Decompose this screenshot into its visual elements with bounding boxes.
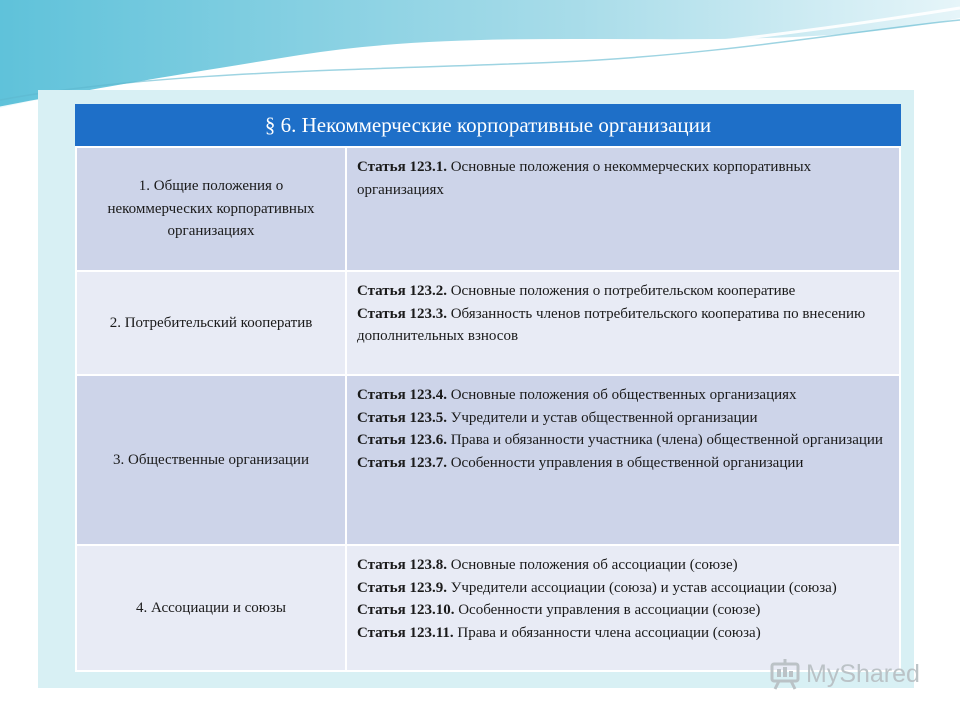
table-row xyxy=(76,545,900,671)
articles-cell xyxy=(346,545,900,671)
articles-cell xyxy=(346,375,900,545)
articles-cell xyxy=(346,271,900,375)
article-line xyxy=(357,303,889,348)
article-line xyxy=(357,429,889,452)
article-line xyxy=(357,452,889,475)
article-line xyxy=(357,384,889,407)
article-number: Статья 123.6. xyxy=(357,432,447,448)
article-line xyxy=(357,156,889,201)
article-title: Права и обязанности участника (члена) общественной организации xyxy=(446,432,883,448)
article-number: Статья 123.2. xyxy=(357,283,447,299)
article-title: Особенности управления в ассоциации (союзе) xyxy=(454,602,761,618)
table-row xyxy=(76,147,900,271)
article-line xyxy=(357,577,889,600)
presentation-board-icon xyxy=(768,657,802,691)
article-number: Статья 123.3. xyxy=(357,305,447,322)
article-title: Учредители ассоциации (союза) и устав ассоциации (союза) xyxy=(446,579,837,596)
article-title: Учредители и устав общественной организации xyxy=(446,409,758,426)
article-number: Статья 123.4. xyxy=(357,387,447,403)
article-title: Основные положения об ассоциации (союзе) xyxy=(446,557,738,573)
article-line xyxy=(357,554,889,577)
article-title: Основные положения о потребительском кооперативе xyxy=(446,283,796,299)
article-number: Статья 123.9. xyxy=(357,579,447,596)
article-line xyxy=(357,599,889,622)
articles-table xyxy=(75,146,901,672)
section-cell: 4. Ассоциации и союзы xyxy=(76,545,346,671)
article-line xyxy=(357,280,889,303)
section-cell: 3. Общественные организации xyxy=(76,375,346,545)
article-title: Основные положения об общественных организациях xyxy=(446,387,797,403)
article-title: Основные положения о некоммерческих корпоративных организациях xyxy=(357,159,812,198)
article-title: Обязанность членов потребительского кооператива по внесению дополнительных взносов xyxy=(357,305,866,344)
watermark xyxy=(768,656,928,692)
article-line xyxy=(357,407,889,430)
article-line xyxy=(357,622,889,645)
article-number: Статья 123.5. xyxy=(357,409,447,426)
articles-cell xyxy=(346,147,900,271)
article-title: Права и обязанности члена ассоциации (союза) xyxy=(453,624,761,641)
article-number: Статья 123.8. xyxy=(357,557,447,573)
table-row xyxy=(76,271,900,375)
section-cell: 1. Общие положения о некоммерческих корпоративных организациях xyxy=(76,147,346,271)
article-number: Статья 123.11. xyxy=(357,624,454,641)
article-number: Статья 123.10. xyxy=(357,602,455,618)
article-number: Статья 123.1. xyxy=(357,159,447,175)
article-title: Особенности управления в общественной организации xyxy=(446,454,804,471)
table-row xyxy=(76,375,900,545)
watermark-text: MyShared xyxy=(806,659,920,688)
section-cell: 2. Потребительский кооператив xyxy=(76,271,346,375)
article-number: Статья 123.7. xyxy=(357,454,447,471)
table-title: § 6. Некоммерческие корпоративные организации xyxy=(75,104,901,146)
